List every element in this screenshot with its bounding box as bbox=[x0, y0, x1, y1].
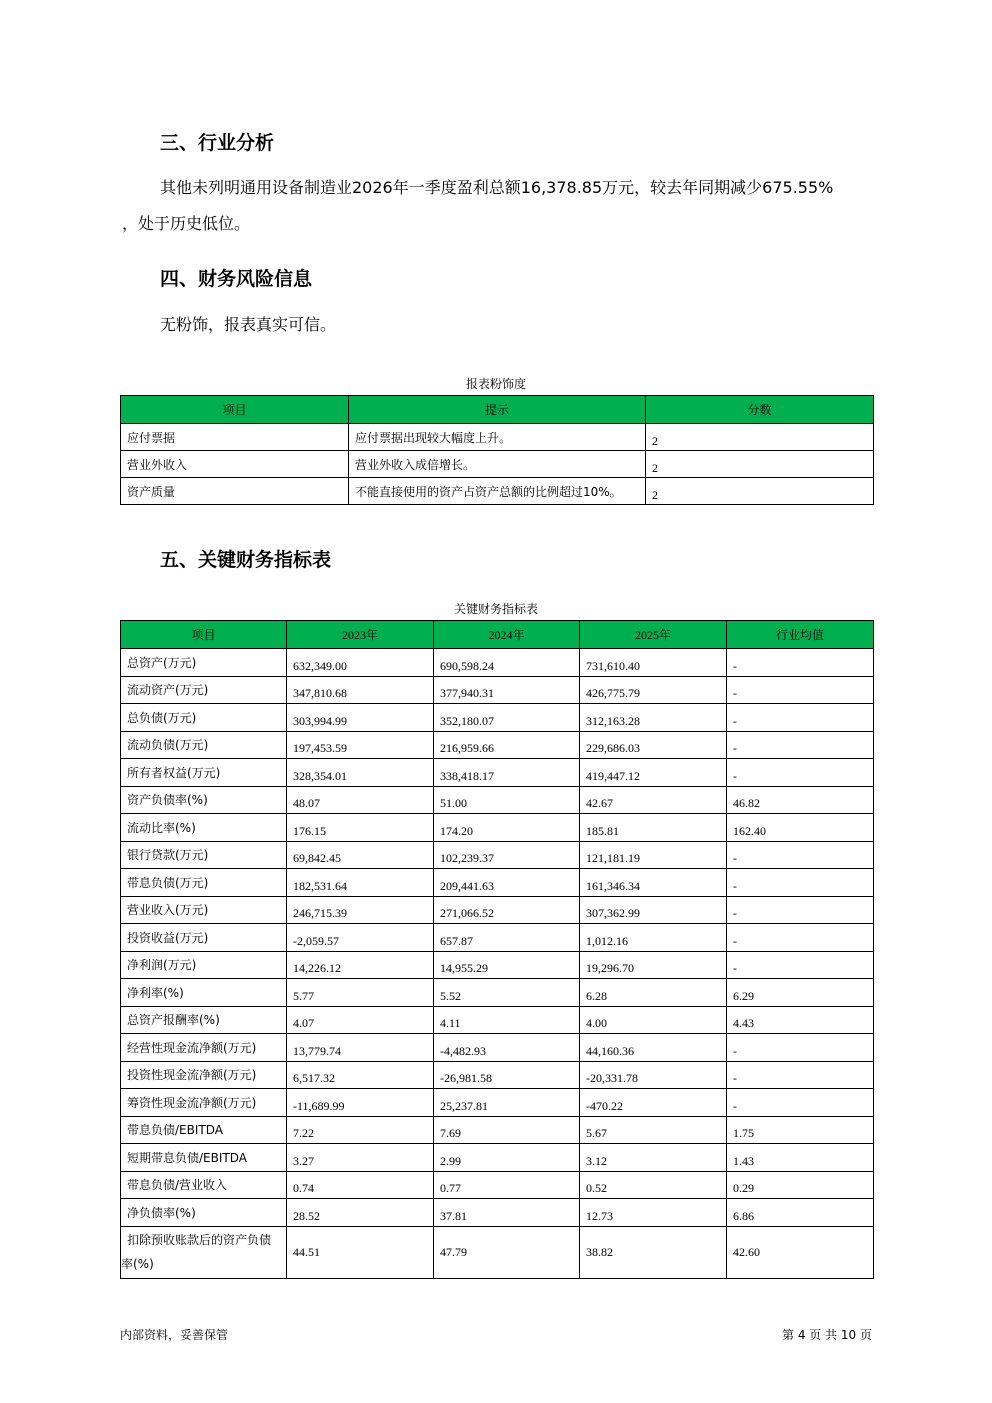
label-cell: 带息负债/营业收入 bbox=[121, 1171, 287, 1199]
year-2024-cell: 0.77 bbox=[434, 1171, 580, 1199]
year-2023-cell: 303,994.99 bbox=[287, 704, 434, 732]
year-2025-cell: 229,686.03 bbox=[580, 731, 727, 759]
year-2025-cell: 19,296.70 bbox=[580, 951, 727, 979]
column-header: 项目 bbox=[121, 396, 349, 424]
year-2024-cell: -4,482.93 bbox=[434, 1034, 580, 1062]
section-4-paragraph: 无粉饰，报表真实可信。 bbox=[160, 315, 337, 334]
section-3-heading: 三、行业分析 bbox=[160, 132, 275, 154]
table-row bbox=[121, 869, 874, 897]
year-2024-cell: 377,940.31 bbox=[434, 676, 580, 704]
year-2023-cell: 328,354.01 bbox=[287, 759, 434, 787]
label-cell: 投资性现金流净额(万元) bbox=[121, 1061, 287, 1089]
table-row bbox=[121, 924, 874, 952]
label-cell: 总负债(万元) bbox=[121, 704, 287, 732]
year-2025-cell: 1,012.16 bbox=[580, 924, 727, 952]
year-2023-cell: 6,517.32 bbox=[287, 1061, 434, 1089]
year-2023-cell: 632,349.00 bbox=[287, 649, 434, 677]
table-row bbox=[121, 1089, 874, 1117]
year-2023-cell: 176.15 bbox=[287, 814, 434, 842]
year-2024-cell: 4.11 bbox=[434, 1006, 580, 1034]
year-2025-cell: 4.00 bbox=[580, 1006, 727, 1034]
table-row bbox=[121, 1199, 874, 1227]
year-2023-cell: 182,531.64 bbox=[287, 869, 434, 897]
year-2025-cell: 312,163.28 bbox=[580, 704, 727, 732]
table-row bbox=[121, 1116, 874, 1144]
table-row bbox=[121, 1034, 874, 1062]
year-2025-cell: 0.52 bbox=[580, 1171, 727, 1199]
year-2023-cell: 197,453.59 bbox=[287, 731, 434, 759]
label-cell bbox=[121, 1226, 287, 1278]
table-row bbox=[121, 731, 874, 759]
year-2023-cell: 48.07 bbox=[287, 786, 434, 814]
year-2023-cell: 0.74 bbox=[287, 1171, 434, 1199]
industry-average-cell: 1.43 bbox=[727, 1144, 874, 1172]
year-2024-cell: 216,959.66 bbox=[434, 731, 580, 759]
year-2024-cell: 5.52 bbox=[434, 979, 580, 1007]
column-header: 行业均值 bbox=[727, 621, 874, 649]
table-header-row bbox=[121, 621, 874, 649]
hint-cell: 营业外收入成倍增长。 bbox=[349, 451, 646, 478]
label-cell: 流动资产(万元) bbox=[121, 676, 287, 704]
year-2025-cell: 731,610.40 bbox=[580, 649, 727, 677]
label-cell: 营业收入(万元) bbox=[121, 896, 287, 924]
column-header: 提示 bbox=[349, 396, 646, 424]
label-cell: 净负债率(%) bbox=[121, 1199, 287, 1227]
industry-average-cell: - bbox=[727, 1089, 874, 1117]
year-2023-cell: 44.51 bbox=[287, 1226, 434, 1278]
year-2024-cell: 174.20 bbox=[434, 814, 580, 842]
year-2024-cell: 338,418.17 bbox=[434, 759, 580, 787]
table-row bbox=[121, 1226, 874, 1278]
year-2024-cell: 657.87 bbox=[434, 924, 580, 952]
column-header: 2024年 bbox=[434, 621, 580, 649]
year-2023-cell: -11,689.99 bbox=[287, 1089, 434, 1117]
label-line: 扣除预收账款后的资产负债 bbox=[127, 1233, 272, 1247]
year-2025-cell: 121,181.19 bbox=[580, 841, 727, 869]
table-row bbox=[121, 676, 874, 704]
label-cell: 带息负债/EBITDA bbox=[121, 1116, 287, 1144]
table-row bbox=[121, 1061, 874, 1089]
industry-average-cell: - bbox=[727, 896, 874, 924]
industry-average-cell: - bbox=[727, 1034, 874, 1062]
label-cell: 资产负债率(%) bbox=[121, 786, 287, 814]
score-cell: 2 bbox=[646, 424, 874, 451]
table-row bbox=[121, 814, 874, 842]
year-2024-cell: 209,441.63 bbox=[434, 869, 580, 897]
year-2025-cell: 5.67 bbox=[580, 1116, 727, 1144]
year-2025-cell: 307,362.99 bbox=[580, 896, 727, 924]
table-row bbox=[121, 1144, 874, 1172]
year-2024-cell: 51.00 bbox=[434, 786, 580, 814]
score-cell: 2 bbox=[646, 478, 874, 505]
hint-cell: 应付票据出现较大幅度上升。 bbox=[349, 424, 646, 451]
column-header: 分数 bbox=[646, 396, 874, 424]
year-2023-cell: -2,059.57 bbox=[287, 924, 434, 952]
industry-average-cell: 6.29 bbox=[727, 979, 874, 1007]
table-header-row bbox=[121, 396, 874, 424]
year-2025-cell: 419,447.12 bbox=[580, 759, 727, 787]
table-row bbox=[121, 759, 874, 787]
column-header: 2023年 bbox=[287, 621, 434, 649]
label-cell: 带息负债(万元) bbox=[121, 869, 287, 897]
year-2023-cell: 347,810.68 bbox=[287, 676, 434, 704]
industry-average-cell: - bbox=[727, 951, 874, 979]
label-cell: 流动负债(万元) bbox=[121, 731, 287, 759]
year-2023-cell: 7.22 bbox=[287, 1116, 434, 1144]
item-cell: 应付票据 bbox=[121, 424, 349, 451]
industry-average-cell: - bbox=[727, 1061, 874, 1089]
year-2024-cell: 2.99 bbox=[434, 1144, 580, 1172]
section-5-heading: 五、关键财务指标表 bbox=[160, 549, 332, 571]
year-2024-cell: 14,955.29 bbox=[434, 951, 580, 979]
year-2023-cell: 4.07 bbox=[287, 1006, 434, 1034]
table-row bbox=[121, 451, 874, 478]
table-2-caption: 关键财务指标表 bbox=[453, 602, 538, 616]
table-row bbox=[121, 649, 874, 677]
label-cell: 总资产报酬率(%) bbox=[121, 1006, 287, 1034]
label-cell: 净利润(万元) bbox=[121, 951, 287, 979]
industry-average-cell: - bbox=[727, 759, 874, 787]
industry-average-cell: - bbox=[727, 869, 874, 897]
industry-average-cell: 1.75 bbox=[727, 1116, 874, 1144]
industry-average-cell: - bbox=[727, 731, 874, 759]
industry-average-cell: - bbox=[727, 704, 874, 732]
industry-average-cell: - bbox=[727, 841, 874, 869]
label-cell: 流动比率(%) bbox=[121, 814, 287, 842]
table-row bbox=[121, 841, 874, 869]
industry-average-cell: - bbox=[727, 649, 874, 677]
year-2024-cell: 37.81 bbox=[434, 1199, 580, 1227]
label-cell: 所有者权益(万元) bbox=[121, 759, 287, 787]
table-row bbox=[121, 704, 874, 732]
industry-average-cell: 4.43 bbox=[727, 1006, 874, 1034]
footer-note: 内部资料，妥善保管 bbox=[120, 1328, 229, 1342]
year-2024-cell: 102,239.37 bbox=[434, 841, 580, 869]
label-cell: 投资收益(万元) bbox=[121, 924, 287, 952]
year-2024-cell: 25,237.81 bbox=[434, 1089, 580, 1117]
section-4-heading: 四、财务风险信息 bbox=[160, 268, 313, 290]
year-2023-cell: 69,842.45 bbox=[287, 841, 434, 869]
industry-average-cell: - bbox=[727, 676, 874, 704]
item-cell: 营业外收入 bbox=[121, 451, 349, 478]
year-2024-cell: 7.69 bbox=[434, 1116, 580, 1144]
hint-cell: 不能直接使用的资产占资产总额的比例超过10%。 bbox=[349, 478, 646, 505]
year-2025-cell: 12.73 bbox=[580, 1199, 727, 1227]
table-row bbox=[121, 1006, 874, 1034]
label-cell: 净利率(%) bbox=[121, 979, 287, 1007]
year-2024-cell: 690,598.24 bbox=[434, 649, 580, 677]
industry-average-cell: 46.82 bbox=[727, 786, 874, 814]
industry-average-cell: 42.60 bbox=[727, 1226, 874, 1278]
column-header: 2025年 bbox=[580, 621, 727, 649]
year-2025-cell: 38.82 bbox=[580, 1226, 727, 1278]
year-2025-cell: -470.22 bbox=[580, 1089, 727, 1117]
industry-average-cell: - bbox=[727, 924, 874, 952]
label-line: 率(%) bbox=[121, 1257, 154, 1271]
year-2025-cell: 6.28 bbox=[580, 979, 727, 1007]
table-row bbox=[121, 478, 874, 505]
label-cell: 经营性现金流净额(万元) bbox=[121, 1034, 287, 1062]
table-1-caption: 报表粉饰度 bbox=[465, 377, 526, 391]
year-2025-cell: 426,775.79 bbox=[580, 676, 727, 704]
year-2024-cell: 47.79 bbox=[434, 1226, 580, 1278]
year-2023-cell: 28.52 bbox=[287, 1199, 434, 1227]
year-2023-cell: 3.27 bbox=[287, 1144, 434, 1172]
year-2025-cell: 185.81 bbox=[580, 814, 727, 842]
table-row bbox=[121, 896, 874, 924]
label-cell: 总资产(万元) bbox=[121, 649, 287, 677]
table-row bbox=[121, 1171, 874, 1199]
year-2023-cell: 246,715.39 bbox=[287, 896, 434, 924]
column-header: 项目 bbox=[121, 621, 287, 649]
industry-average-cell: 6.86 bbox=[727, 1199, 874, 1227]
section-3-paragraph-line-2: ，处于历史低位。 bbox=[122, 214, 251, 233]
year-2024-cell: -26,981.58 bbox=[434, 1061, 580, 1089]
year-2025-cell: 42.67 bbox=[580, 786, 727, 814]
table-row bbox=[121, 424, 874, 451]
table-row bbox=[121, 786, 874, 814]
page-number: 第 4 页 共 10 页 bbox=[782, 1328, 872, 1342]
report-embellishment-table bbox=[120, 395, 874, 505]
item-cell: 资产质量 bbox=[121, 478, 349, 505]
score-cell: 2 bbox=[646, 451, 874, 478]
section-3-paragraph-line-1: 其他未列明通用设备制造业2026年一季度盈利总额16,378.85万元，较去年同期减少675.55% bbox=[160, 178, 834, 197]
year-2023-cell: 14,226.12 bbox=[287, 951, 434, 979]
label-cell: 银行贷款(万元) bbox=[121, 841, 287, 869]
industry-average-cell: 0.29 bbox=[727, 1171, 874, 1199]
table-row bbox=[121, 979, 874, 1007]
key-financial-indicators-table bbox=[120, 620, 874, 1279]
year-2025-cell: 3.12 bbox=[580, 1144, 727, 1172]
year-2025-cell: -20,331.78 bbox=[580, 1061, 727, 1089]
year-2023-cell: 13,779.74 bbox=[287, 1034, 434, 1062]
year-2024-cell: 271,066.52 bbox=[434, 896, 580, 924]
industry-average-cell: 162.40 bbox=[727, 814, 874, 842]
year-2025-cell: 161,346.34 bbox=[580, 869, 727, 897]
label-cell: 短期带息负债/EBITDA bbox=[121, 1144, 287, 1172]
year-2024-cell: 352,180.07 bbox=[434, 704, 580, 732]
table-row bbox=[121, 951, 874, 979]
year-2023-cell: 5.77 bbox=[287, 979, 434, 1007]
year-2025-cell: 44,160.36 bbox=[580, 1034, 727, 1062]
label-cell: 筹资性现金流净额(万元) bbox=[121, 1089, 287, 1117]
